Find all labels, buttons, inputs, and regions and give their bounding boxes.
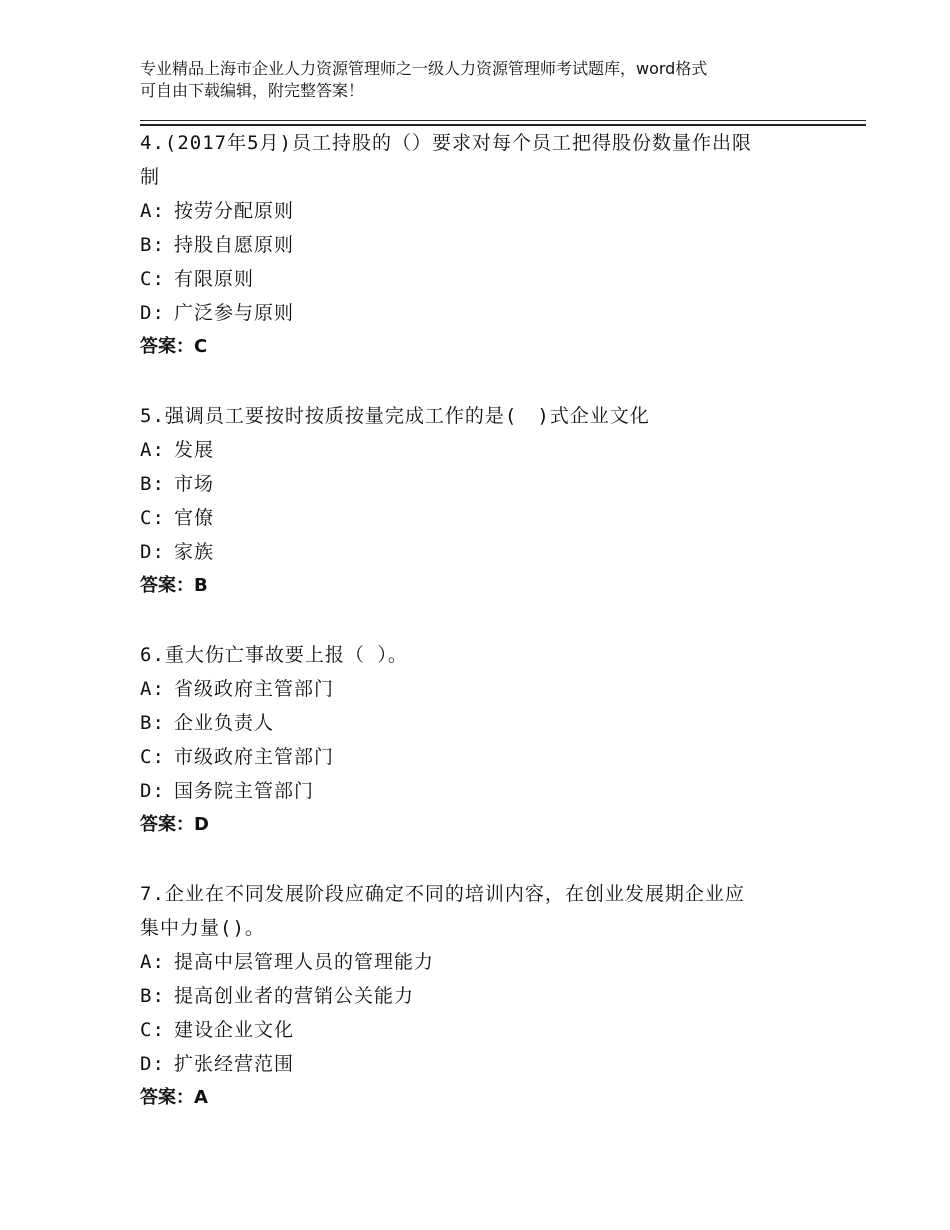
option-key: B: <box>140 473 165 495</box>
option-text: 国务院主管部门 <box>174 780 315 802</box>
question-stem <box>140 638 830 672</box>
option-key: A: <box>140 951 165 973</box>
option-key: C: <box>140 268 165 290</box>
option-text: 有限原则 <box>174 268 255 290</box>
option-key: C: <box>140 1019 165 1041</box>
option-a <box>140 672 830 706</box>
option-key: D: <box>140 780 165 802</box>
option-key: B: <box>140 712 165 734</box>
option-text: 省级政府主管部门 <box>174 678 335 700</box>
option-key: B: <box>140 985 165 1007</box>
option-text: 官僚 <box>174 507 215 529</box>
document-header <box>140 58 820 102</box>
question-stem <box>140 126 830 194</box>
question-stem-line: 5.强调员工要按时按质按量完成工作的是( )式企业文化 <box>140 405 650 427</box>
option-d <box>140 774 830 808</box>
option-b <box>140 467 830 501</box>
question-stem-line: 制 <box>140 166 161 188</box>
question-stem-line: 集中力量()。 <box>140 917 265 939</box>
question-stem-line: 6.重大伤亡事故要上报（ ）。 <box>140 644 408 666</box>
option-text: 提高创业者的营销公关能力 <box>174 985 415 1007</box>
option-text: 广泛参与原则 <box>174 302 295 324</box>
option-text: 建设企业文化 <box>174 1019 295 1041</box>
question-7 <box>140 877 830 1115</box>
option-key: D: <box>140 541 165 563</box>
question-5 <box>140 399 830 603</box>
option-key: D: <box>140 302 165 324</box>
option-text: 发展 <box>174 439 215 461</box>
option-c <box>140 1013 830 1047</box>
option-key: C: <box>140 507 165 529</box>
question-stem-line: 4.(2017年5月)员工持股的（）要求对每个员工把得股份数量作出限 <box>140 132 752 154</box>
option-c <box>140 501 830 535</box>
option-d <box>140 1047 830 1081</box>
option-b <box>140 228 830 262</box>
option-d <box>140 296 830 330</box>
option-b <box>140 706 830 740</box>
option-d <box>140 535 830 569</box>
option-text: 市场 <box>174 473 215 495</box>
answer-label: 答案：C <box>140 336 208 357</box>
header-line-1: 专业精品上海市企业人力资源管理师之一级人力资源管理师考试题库，word格式 <box>140 59 708 78</box>
question-6 <box>140 638 830 842</box>
answer-label: 答案：B <box>140 575 208 596</box>
option-key: D: <box>140 1053 165 1075</box>
header-line-2: 可自由下载编辑，附完整答案！ <box>140 81 365 100</box>
question-stem <box>140 399 830 433</box>
question-4 <box>140 126 830 364</box>
option-key: A: <box>140 678 165 700</box>
option-text: 持股自愿原则 <box>174 234 295 256</box>
option-c <box>140 740 830 774</box>
option-text: 家族 <box>174 541 215 563</box>
option-b <box>140 979 830 1013</box>
option-key: B: <box>140 234 165 256</box>
option-a <box>140 945 830 979</box>
option-key: A: <box>140 439 165 461</box>
option-text: 市级政府主管部门 <box>174 746 335 768</box>
option-key: C: <box>140 746 165 768</box>
option-text: 扩张经营范围 <box>174 1053 295 1075</box>
option-text: 企业负责人 <box>174 712 275 734</box>
option-key: A: <box>140 200 165 222</box>
option-a <box>140 433 830 467</box>
answer-label: 答案：A <box>140 1087 208 1108</box>
option-a <box>140 194 830 228</box>
option-text: 提高中层管理人员的管理能力 <box>174 951 435 973</box>
option-text: 按劳分配原则 <box>174 200 295 222</box>
question-stem <box>140 877 830 945</box>
answer-label: 答案：D <box>140 814 209 835</box>
option-c <box>140 262 830 296</box>
question-stem-line: 7.企业在不同发展阶段应确定不同的培训内容，在创业发展期企业应 <box>140 883 745 905</box>
